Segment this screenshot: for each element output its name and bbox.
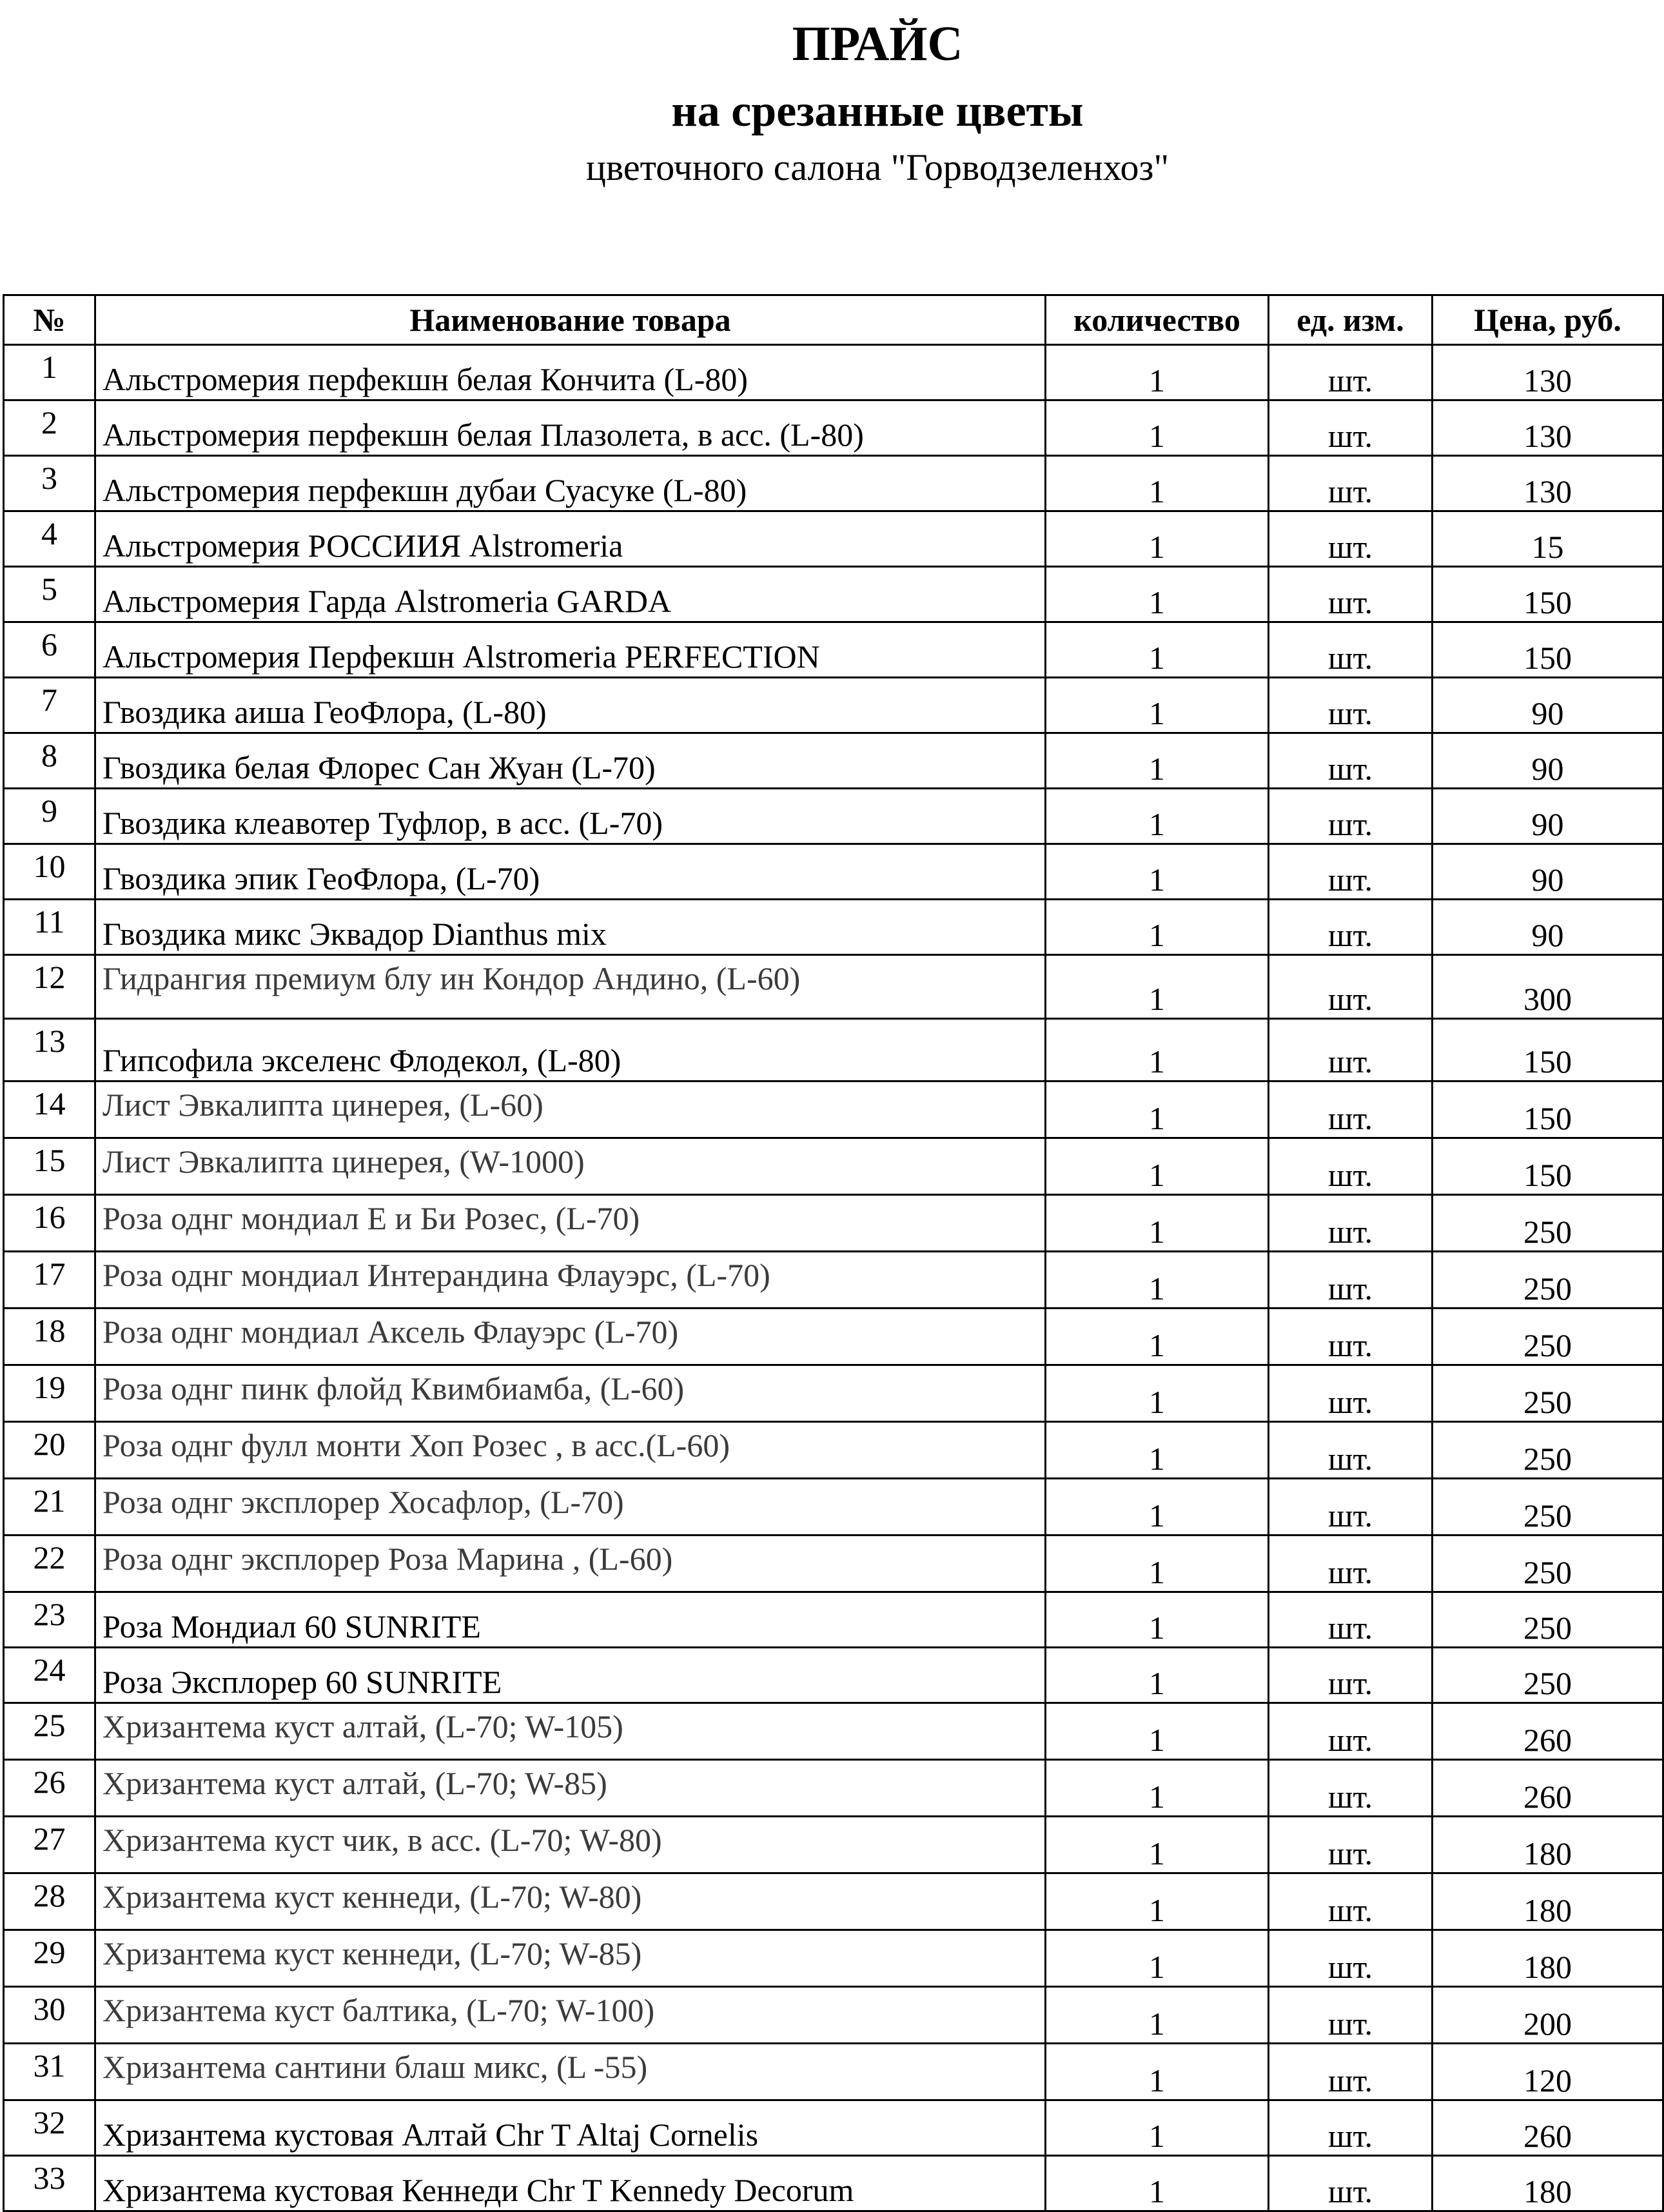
product-name: Альстромерия Перфекшн Alstromeria PERFECTION: [95, 622, 1046, 678]
table-row: [4, 1930, 1663, 1987]
row-number: 15: [4, 1138, 95, 1195]
table-row: [4, 678, 1663, 733]
quantity: 1: [1046, 900, 1269, 955]
table-row: [4, 1138, 1663, 1195]
unit-of-measure: шт.: [1269, 900, 1433, 955]
unit-of-measure: шт.: [1269, 844, 1433, 900]
unit-of-measure: шт.: [1269, 1308, 1433, 1365]
row-number: 24: [4, 1648, 95, 1703]
product-name: Альстромерия перфекшн дубаи Суасуке (L-80): [95, 456, 1046, 511]
product-name: Гипсофила экселенс Флодекол, (L-80): [95, 1019, 1046, 1081]
quantity: 1: [1046, 1817, 1269, 1873]
table-row: [4, 2100, 1663, 2156]
unit-of-measure: шт.: [1269, 789, 1433, 844]
unit-of-measure: шт.: [1269, 955, 1433, 1019]
product-name: Роза Мондиал 60 SUNRITE: [95, 1592, 1046, 1648]
quantity: 1: [1046, 1308, 1269, 1365]
row-number: 27: [4, 1817, 95, 1873]
unit-of-measure: шт.: [1269, 1703, 1433, 1760]
product-name: Роза однг фулл монти Хоп Розес , в асс.(L-60): [95, 1422, 1046, 1479]
product-name: Роза однг эксплорер Хосафлор, (L-70): [95, 1479, 1046, 1536]
price: 150: [1433, 1081, 1663, 1138]
quantity: 1: [1046, 1536, 1269, 1592]
unit-of-measure: шт.: [1269, 1252, 1433, 1308]
quantity: 1: [1046, 733, 1269, 789]
row-number: 28: [4, 1873, 95, 1930]
product-name: Гвоздика белая Флорес Сан Жуан (L-70): [95, 733, 1046, 789]
quantity: 1: [1046, 844, 1269, 900]
table-row: [4, 1365, 1663, 1422]
price-table: [3, 294, 1664, 2212]
price: 150: [1433, 567, 1663, 622]
row-number: 6: [4, 622, 95, 678]
row-number: 9: [4, 789, 95, 844]
unit-of-measure: шт.: [1269, 1760, 1433, 1817]
column-header-unit: ед. изм.: [1269, 295, 1433, 345]
price: 150: [1433, 622, 1663, 678]
product-name: Роза однг эксплорер Роза Марина , (L-60): [95, 1536, 1046, 1592]
product-name: Хризантема куст кеннеди, (L-70; W-80): [95, 1873, 1046, 1930]
price: 250: [1433, 1365, 1663, 1422]
row-number: 21: [4, 1479, 95, 1536]
unit-of-measure: шт.: [1269, 1592, 1433, 1648]
quantity: 1: [1046, 622, 1269, 678]
price: 130: [1433, 345, 1663, 400]
product-name: Альстромерия перфекшн белая Плазолета, в асс. (L-80): [95, 400, 1046, 456]
quantity: 1: [1046, 789, 1269, 844]
table-row: [4, 1081, 1663, 1138]
table-row: [4, 567, 1663, 622]
table-header-row: [4, 295, 1663, 345]
price: 15: [1433, 511, 1663, 567]
column-header-qty: количество: [1046, 295, 1269, 345]
unit-of-measure: шт.: [1269, 2044, 1433, 2100]
price: 130: [1433, 456, 1663, 511]
price: 90: [1433, 678, 1663, 733]
table-row: [4, 789, 1663, 844]
quantity: 1: [1046, 1138, 1269, 1195]
row-number: 10: [4, 844, 95, 900]
quantity: 1: [1046, 1873, 1269, 1930]
price: 250: [1433, 1592, 1663, 1648]
quantity: 1: [1046, 400, 1269, 456]
table-row: [4, 400, 1663, 456]
table-row: [4, 844, 1663, 900]
product-name: Альстромерия перфекшн белая Кончита (L-80): [95, 345, 1046, 400]
price: 120: [1433, 2044, 1663, 2100]
row-number: 30: [4, 1987, 95, 2044]
unit-of-measure: шт.: [1269, 511, 1433, 567]
product-name: Роза однг мондиал Е и Би Розес, (L-70): [95, 1195, 1046, 1252]
product-name: Лист Эвкалипта цинерея, (L-60): [95, 1081, 1046, 1138]
row-number: 33: [4, 2156, 95, 2211]
price: 250: [1433, 1536, 1663, 1592]
unit-of-measure: шт.: [1269, 1479, 1433, 1536]
quantity: 1: [1046, 1365, 1269, 1422]
quantity: 1: [1046, 1019, 1269, 1081]
quantity: 1: [1046, 456, 1269, 511]
table-row: [4, 1817, 1663, 1873]
price: 180: [1433, 2156, 1663, 2211]
row-number: 2: [4, 400, 95, 456]
quantity: 1: [1046, 1760, 1269, 1817]
table-row: [4, 1536, 1663, 1592]
salon-name: цветочного салона "Горводзеленхоз": [585, 146, 1170, 188]
page-subtitle: на срезанные цветы: [671, 86, 1084, 136]
quantity: 1: [1046, 1592, 1269, 1648]
quantity: 1: [1046, 2044, 1269, 2100]
row-number: 29: [4, 1930, 95, 1987]
row-number: 23: [4, 1592, 95, 1648]
product-name: Хризантема куст алтай, (L-70; W-105): [95, 1703, 1046, 1760]
table-row: [4, 1703, 1663, 1760]
price: 260: [1433, 1760, 1663, 1817]
product-name: Хризантема куст алтай, (L-70; W-85): [95, 1760, 1046, 1817]
row-number: 18: [4, 1308, 95, 1365]
quantity: 1: [1046, 955, 1269, 1019]
table-row: [4, 955, 1663, 1019]
price: 250: [1433, 1648, 1663, 1703]
quantity: 1: [1046, 678, 1269, 733]
price: 130: [1433, 400, 1663, 456]
price: 180: [1433, 1930, 1663, 1987]
row-number: 22: [4, 1536, 95, 1592]
quantity: 1: [1046, 1252, 1269, 1308]
price: 300: [1433, 955, 1663, 1019]
table-row: [4, 1019, 1663, 1081]
quantity: 1: [1046, 345, 1269, 400]
quantity: 1: [1046, 1195, 1269, 1252]
table-row: [4, 1252, 1663, 1308]
table-row: [4, 345, 1663, 400]
table-row: [4, 456, 1663, 511]
row-number: 16: [4, 1195, 95, 1252]
table-row: [4, 1760, 1663, 1817]
price: 180: [1433, 1817, 1663, 1873]
unit-of-measure: шт.: [1269, 1987, 1433, 2044]
column-header-price: Цена, руб.: [1433, 295, 1663, 345]
table-row: [4, 1422, 1663, 1479]
product-name: Хризантема куст кеннеди, (L-70; W-85): [95, 1930, 1046, 1987]
unit-of-measure: шт.: [1269, 2100, 1433, 2156]
row-number: 17: [4, 1252, 95, 1308]
row-number: 25: [4, 1703, 95, 1760]
unit-of-measure: шт.: [1269, 1817, 1433, 1873]
row-number: 4: [4, 511, 95, 567]
unit-of-measure: шт.: [1269, 1365, 1433, 1422]
unit-of-measure: шт.: [1269, 1536, 1433, 1592]
unit-of-measure: шт.: [1269, 1081, 1433, 1138]
product-name: Роза однг мондиал Интерандина Флауэрс, (L-70): [95, 1252, 1046, 1308]
table-row: [4, 1648, 1663, 1703]
unit-of-measure: шт.: [1269, 1930, 1433, 1987]
unit-of-measure: шт.: [1269, 2156, 1433, 2211]
row-number: 7: [4, 678, 95, 733]
unit-of-measure: шт.: [1269, 733, 1433, 789]
product-name: Гвоздика эпик ГеоФлора, (L-70): [95, 844, 1046, 900]
unit-of-measure: шт.: [1269, 456, 1433, 511]
price: 180: [1433, 1873, 1663, 1930]
price: 150: [1433, 1138, 1663, 1195]
unit-of-measure: шт.: [1269, 400, 1433, 456]
unit-of-measure: шт.: [1269, 1019, 1433, 1081]
row-number: 8: [4, 733, 95, 789]
product-name: Лист Эвкалипта цинерея, (W-1000): [95, 1138, 1046, 1195]
row-number: 31: [4, 2044, 95, 2100]
product-name: Гвоздика микс Эквадор Dianthus mix: [95, 900, 1046, 955]
table-row: [4, 1592, 1663, 1648]
price: 250: [1433, 1252, 1663, 1308]
unit-of-measure: шт.: [1269, 1648, 1433, 1703]
price: 260: [1433, 2100, 1663, 2156]
table-row: [4, 733, 1663, 789]
row-number: 26: [4, 1760, 95, 1817]
product-name: Альстромерия РОССИИЯ Alstromeria: [95, 511, 1046, 567]
row-number: 1: [4, 345, 95, 400]
table-row: [4, 1195, 1663, 1252]
price: 250: [1433, 1195, 1663, 1252]
table-row: [4, 1873, 1663, 1930]
column-header-name: Наименование товара: [95, 295, 1046, 345]
price: 90: [1433, 900, 1663, 955]
unit-of-measure: шт.: [1269, 1422, 1433, 1479]
product-name: Хризантема куст чик, в асс. (L-70; W-80): [95, 1817, 1046, 1873]
product-name: Альстромерия Гарда Alstromeria GARDA: [95, 567, 1046, 622]
table-row: [4, 511, 1663, 567]
quantity: 1: [1046, 2100, 1269, 2156]
page-title: ПРАЙС: [792, 17, 963, 71]
product-name: Хризантема кустовая Кеннеди Chr T Kennedy Decorum: [95, 2156, 1046, 2211]
quantity: 1: [1046, 567, 1269, 622]
price: 150: [1433, 1019, 1663, 1081]
unit-of-measure: шт.: [1269, 345, 1433, 400]
product-name: Роза однг мондиал Аксель Флауэрс (L-70): [95, 1308, 1046, 1365]
unit-of-measure: шт.: [1269, 678, 1433, 733]
price: 200: [1433, 1987, 1663, 2044]
price: 250: [1433, 1308, 1663, 1365]
price: 90: [1433, 789, 1663, 844]
row-number: 13: [4, 1019, 95, 1081]
table-row: [4, 2044, 1663, 2100]
unit-of-measure: шт.: [1269, 1195, 1433, 1252]
product-name: Гвоздика аиша ГеоФлора, (L-80): [95, 678, 1046, 733]
price: 260: [1433, 1703, 1663, 1760]
quantity: 1: [1046, 1479, 1269, 1536]
quantity: 1: [1046, 511, 1269, 567]
table-row: [4, 1308, 1663, 1365]
price: 90: [1433, 844, 1663, 900]
product-name: Хризантема сантини блаш микс, (L -55): [95, 2044, 1046, 2100]
column-header-num: №: [4, 295, 95, 345]
product-name: Гидрангия премиум блу ин Кондор Андино, (L-60): [95, 955, 1046, 1019]
table-row: [4, 900, 1663, 955]
quantity: 1: [1046, 1648, 1269, 1703]
table-body: [4, 345, 1663, 2211]
row-number: 5: [4, 567, 95, 622]
table-row: [4, 622, 1663, 678]
table-row: [4, 1987, 1663, 2044]
row-number: 14: [4, 1081, 95, 1138]
unit-of-measure: шт.: [1269, 1138, 1433, 1195]
quantity: 1: [1046, 1703, 1269, 1760]
row-number: 20: [4, 1422, 95, 1479]
table-row: [4, 1479, 1663, 1536]
product-name: Хризантема кустовая Алтай Chr T Altaj Cornelis: [95, 2100, 1046, 2156]
product-name: Роза однг пинк флойд Квимбиамба, (L-60): [95, 1365, 1046, 1422]
row-number: 11: [4, 900, 95, 955]
product-name: Роза Эксплорер 60 SUNRITE: [95, 1648, 1046, 1703]
unit-of-measure: шт.: [1269, 622, 1433, 678]
unit-of-measure: шт.: [1269, 567, 1433, 622]
quantity: 1: [1046, 1930, 1269, 1987]
quantity: 1: [1046, 2156, 1269, 2211]
quantity: 1: [1046, 1987, 1269, 2044]
unit-of-measure: шт.: [1269, 1873, 1433, 1930]
row-number: 19: [4, 1365, 95, 1422]
row-number: 12: [4, 955, 95, 1019]
product-name: Хризантема куст балтика, (L-70; W-100): [95, 1987, 1046, 2044]
quantity: 1: [1046, 1081, 1269, 1138]
price: 250: [1433, 1479, 1663, 1536]
row-number: 3: [4, 456, 95, 511]
price: 250: [1433, 1422, 1663, 1479]
table-row: [4, 2156, 1663, 2211]
quantity: 1: [1046, 1422, 1269, 1479]
product-name: Гвоздика клеавотер Туфлор, в асс. (L-70): [95, 789, 1046, 844]
row-number: 32: [4, 2100, 95, 2156]
price: 90: [1433, 733, 1663, 789]
